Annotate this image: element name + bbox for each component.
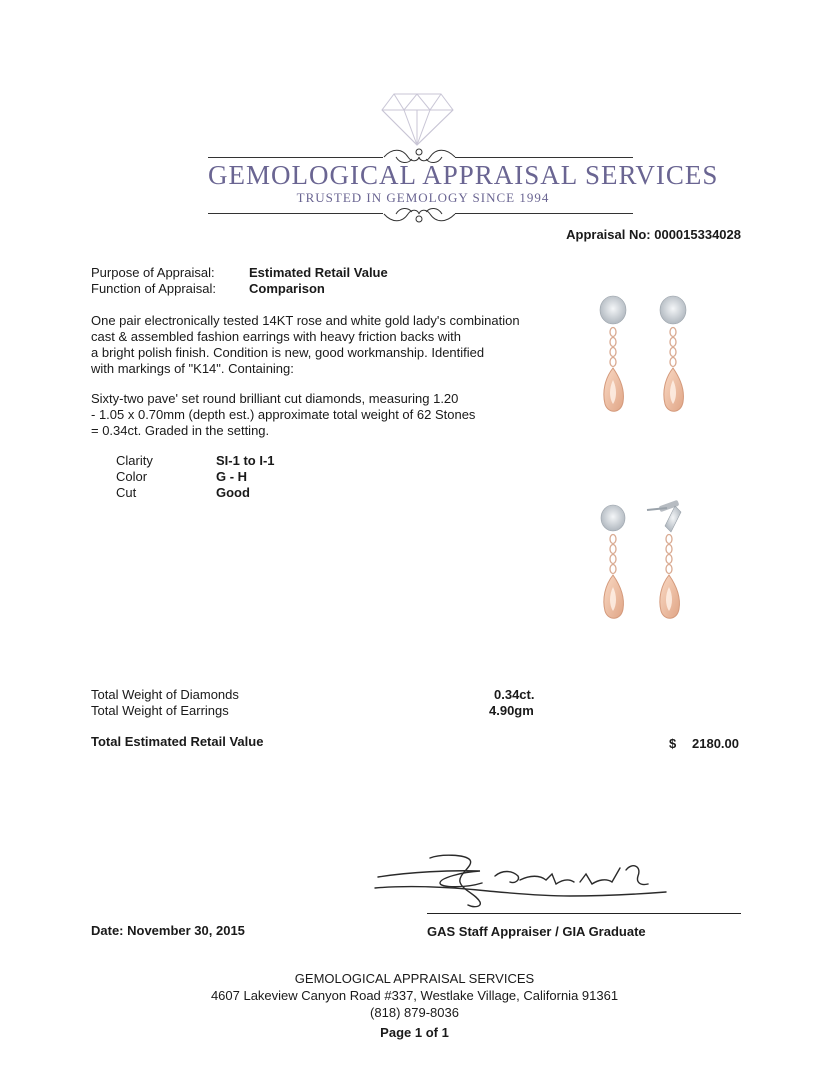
description-line: cast & assembled fashion earrings with heavy friction backs with bbox=[91, 329, 461, 344]
logo-bottom-rule-right bbox=[455, 213, 633, 214]
earrings-photo-bottom bbox=[585, 498, 705, 628]
total-diamonds-label: Total Weight of Diamonds bbox=[91, 687, 239, 702]
diamond-logo-icon bbox=[380, 92, 455, 147]
signature-line bbox=[427, 913, 741, 914]
footer-company: GEMOLOGICAL APPRAISAL SERVICES bbox=[294, 971, 535, 986]
grading-value: G - H bbox=[216, 469, 248, 484]
footer-page-number: Page 1 of 1 bbox=[380, 1025, 449, 1040]
logo-top-rule-right bbox=[455, 157, 633, 158]
description-line: a bright polish finish. Condition is new, good workmanship. Identified bbox=[91, 345, 485, 360]
diamond-line: = 0.34ct. Graded in the setting. bbox=[91, 423, 270, 438]
footer bbox=[0, 970, 829, 1043]
total-retail-label: Total Estimated Retail Value bbox=[91, 734, 264, 749]
logo-top-rule bbox=[208, 157, 383, 158]
appraisal-number: Appraisal No: 000015334028 bbox=[566, 227, 741, 242]
grading-value: SI-1 to I-1 bbox=[216, 453, 275, 468]
purpose-section bbox=[91, 265, 388, 297]
purpose-value: Estimated Retail Value bbox=[249, 265, 388, 280]
description-line: One pair electronically tested 14KT rose and white gold lady's combination bbox=[91, 313, 520, 328]
grading-row bbox=[116, 485, 275, 501]
grading-label: Color bbox=[116, 469, 148, 484]
grading-row bbox=[116, 453, 275, 469]
company-name-logo: GEMOLOGICAL APPRAISAL SERVICES bbox=[208, 160, 719, 190]
currency-symbol: $ bbox=[669, 736, 677, 751]
total-diamonds-value: 0.34ct. bbox=[494, 687, 535, 702]
function-value: Comparison bbox=[249, 281, 325, 296]
grading-row bbox=[116, 469, 275, 485]
footer-phone: (818) 879-8036 bbox=[370, 1005, 459, 1020]
footer-address: 4607 Lakeview Canyon Road #337, Westlake Village, California 91361 bbox=[210, 988, 619, 1003]
total-retail-value: 2180.00 bbox=[692, 736, 739, 751]
item-description bbox=[91, 313, 551, 377]
appraiser-title: GAS Staff Appraiser / GIA Graduate bbox=[427, 924, 646, 939]
earring-right bbox=[660, 296, 686, 411]
diamond-line: Sixty-two pave' set round brilliant cut diamonds, measuring 1.20 bbox=[91, 391, 459, 406]
diamond-line: - 1.05 x 0.70mm (depth est.) approximate total weight of 62 Stones bbox=[91, 407, 476, 422]
earrings-photo-top bbox=[585, 290, 705, 420]
totals-section bbox=[91, 687, 551, 719]
logo-bottom-rule bbox=[208, 213, 383, 214]
total-earrings-label: Total Weight of Earrings bbox=[91, 703, 229, 718]
earring-left bbox=[600, 296, 626, 411]
grading-value: Good bbox=[216, 485, 250, 500]
function-label: Function of Appraisal: bbox=[91, 281, 217, 296]
description-line: with markings of "K14". Containing: bbox=[91, 361, 294, 376]
company-tagline: TRUSTED IN GEMOLOGY SINCE 1994 bbox=[296, 190, 550, 205]
grading-label: Clarity bbox=[116, 453, 153, 468]
earring-left bbox=[601, 505, 625, 618]
total-earrings-value: 4.90gm bbox=[489, 703, 534, 718]
flourish-bottom-icon bbox=[382, 203, 457, 225]
appraisal-date: Date: November 30, 2015 bbox=[91, 923, 245, 938]
earring-right bbox=[647, 500, 681, 619]
appraiser-signature bbox=[370, 850, 670, 915]
diamond-description bbox=[91, 391, 551, 439]
grading-label: Cut bbox=[116, 485, 137, 500]
grading-table bbox=[116, 453, 275, 501]
purpose-label: Purpose of Appraisal: bbox=[91, 265, 215, 280]
